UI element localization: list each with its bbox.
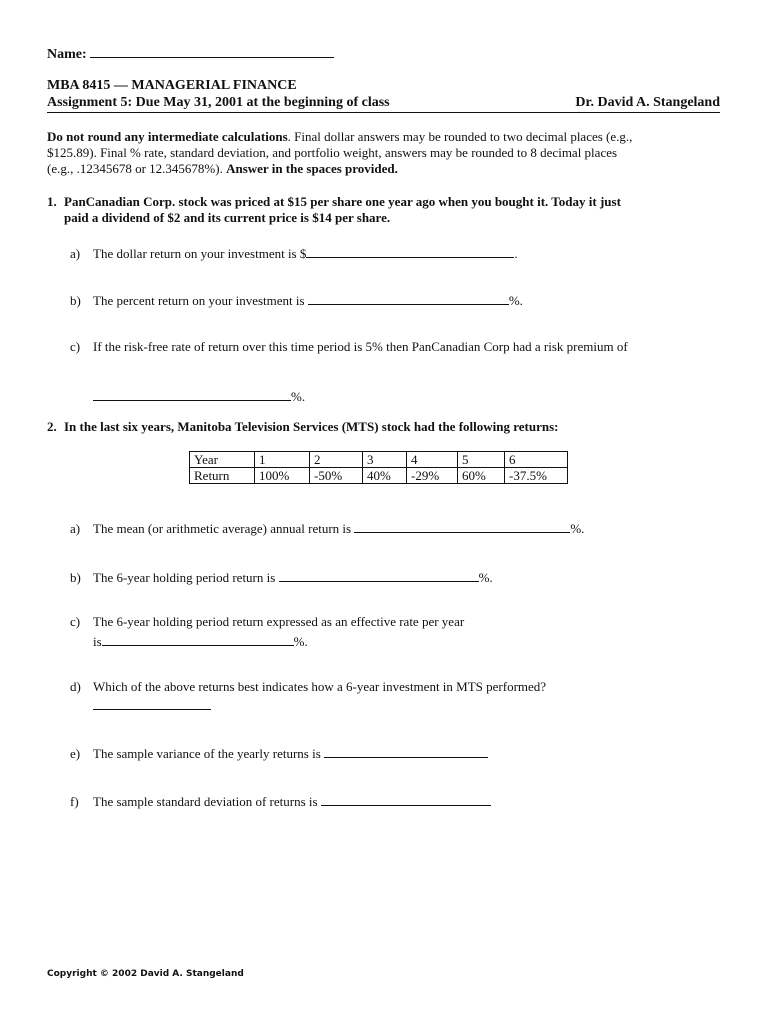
table-cell: 3 xyxy=(363,452,407,468)
q1c xyxy=(70,339,628,355)
q1-number: 1. xyxy=(47,194,57,209)
q1b xyxy=(70,290,523,309)
instructions-bold-start: Do not round any intermediate calculations xyxy=(47,129,288,144)
q2b-label: b) xyxy=(70,570,81,585)
table-cell: 2 xyxy=(310,452,363,468)
name-blank[interactable] xyxy=(90,43,334,58)
q1-line2: paid a dividend of $2 and its current price is $14 per share. xyxy=(64,210,391,225)
q2d-answer-row xyxy=(93,695,211,714)
q2c xyxy=(70,614,464,630)
q2c-text: The 6-year holding period return expressed as an effective rate per year xyxy=(93,614,465,629)
q1a-text: The dollar return on your investment is $ xyxy=(93,246,307,261)
q2a-end: %. xyxy=(570,521,585,536)
instructions-bold-end: Answer in the spaces provided. xyxy=(226,161,398,176)
course-title: MBA 8415 — MANAGERIAL FINANCE xyxy=(47,78,297,93)
q2e-answer-blank[interactable] xyxy=(324,743,488,758)
table-cell: Year xyxy=(190,452,255,468)
q1c-end: %. xyxy=(291,389,306,404)
instructions xyxy=(47,129,632,177)
q2f-label: f) xyxy=(70,794,79,809)
q2a xyxy=(70,518,584,537)
q1a xyxy=(70,243,518,262)
instructor-name: Dr. David A. Stangeland xyxy=(575,95,720,110)
name-row xyxy=(47,43,334,63)
q2b-end: %. xyxy=(478,570,493,585)
copyright-footer: Copyright © 2002 David A. Stangeland xyxy=(47,969,244,979)
q2c-label: c) xyxy=(70,614,81,629)
instructions-text3: (e.g., .12345678 or 12.345678%). xyxy=(47,161,227,176)
q1-line1: PanCanadian Corp. stock was priced at $15 per share one year ago when you bought it. Today it just xyxy=(64,194,621,209)
q2-number: 2. xyxy=(47,419,57,434)
q1c-text: If the risk-free rate of return over this time period is 5% then PanCanadian Corp had a risk premium of xyxy=(93,339,628,354)
header-rule xyxy=(47,112,720,113)
assignment-title: Assignment 5: Due May 31, 2001 at the beginning of class xyxy=(47,95,390,110)
q1c-label: c) xyxy=(70,339,81,354)
q2d-label: d) xyxy=(70,679,81,694)
q2-prompt: In the last six years, Manitoba Television Services (MTS) stock had the following returns: xyxy=(64,419,559,434)
q1a-end: . xyxy=(514,246,518,261)
returns-table xyxy=(189,451,568,484)
q1a-answer-blank[interactable] xyxy=(306,243,514,258)
q2e xyxy=(70,743,488,762)
q2f xyxy=(70,791,491,810)
table-row-year xyxy=(190,452,568,468)
q2f-answer-blank[interactable] xyxy=(321,791,491,806)
name-label: Name: xyxy=(47,47,87,62)
q2d-answer-blank[interactable] xyxy=(93,695,211,710)
instructions-text2: $125.89). Final % rate, standard deviation, and portfolio weight, answers may be rounded to 8 decimal places xyxy=(47,145,618,160)
table-cell: Return xyxy=(190,468,255,484)
table-cell: -50% xyxy=(310,468,363,484)
table-cell: 5 xyxy=(458,452,505,468)
q1b-answer-blank[interactable] xyxy=(308,290,509,305)
q1-prompt xyxy=(64,194,621,226)
q2b-text: The 6-year holding period return is xyxy=(93,570,279,585)
table-cell: 100% xyxy=(255,468,310,484)
q2e-label: e) xyxy=(70,746,81,761)
q1a-label: a) xyxy=(70,246,81,261)
q1c-answer-blank[interactable] xyxy=(93,386,291,401)
q2c-line2: is xyxy=(93,634,102,649)
q2a-answer-blank[interactable] xyxy=(354,518,570,533)
q2b-answer-blank[interactable] xyxy=(279,567,479,582)
table-cell: 40% xyxy=(363,468,407,484)
q2d xyxy=(70,679,546,695)
table-cell: 4 xyxy=(407,452,458,468)
q1b-text: The percent return on your investment is xyxy=(93,293,308,308)
q1b-label: b) xyxy=(70,293,81,308)
q2a-text: The mean (or arithmetic average) annual return is xyxy=(93,521,355,536)
q1c-answer-row xyxy=(93,386,305,405)
table-cell: -37.5% xyxy=(505,468,568,484)
q2c-answer-row xyxy=(93,631,308,650)
table-cell: 6 xyxy=(505,452,568,468)
q2c-answer-blank[interactable] xyxy=(102,631,294,646)
table-cell: -29% xyxy=(407,468,458,484)
q2a-label: a) xyxy=(70,521,81,536)
q2c-end: %. xyxy=(293,634,308,649)
q2e-text: The sample variance of the yearly returns is xyxy=(93,746,325,761)
q2f-text: The sample standard deviation of returns is xyxy=(93,794,321,809)
q2b xyxy=(70,567,493,586)
table-cell: 60% xyxy=(458,468,505,484)
table-cell: 1 xyxy=(255,452,310,468)
instructions-text1: . Final dollar answers may be rounded to two decimal places (e.g., xyxy=(287,129,633,144)
q2d-text: Which of the above returns best indicates how a 6-year investment in MTS performed? xyxy=(93,679,547,694)
table-row-return xyxy=(190,468,568,484)
q1b-end: %. xyxy=(508,293,523,308)
